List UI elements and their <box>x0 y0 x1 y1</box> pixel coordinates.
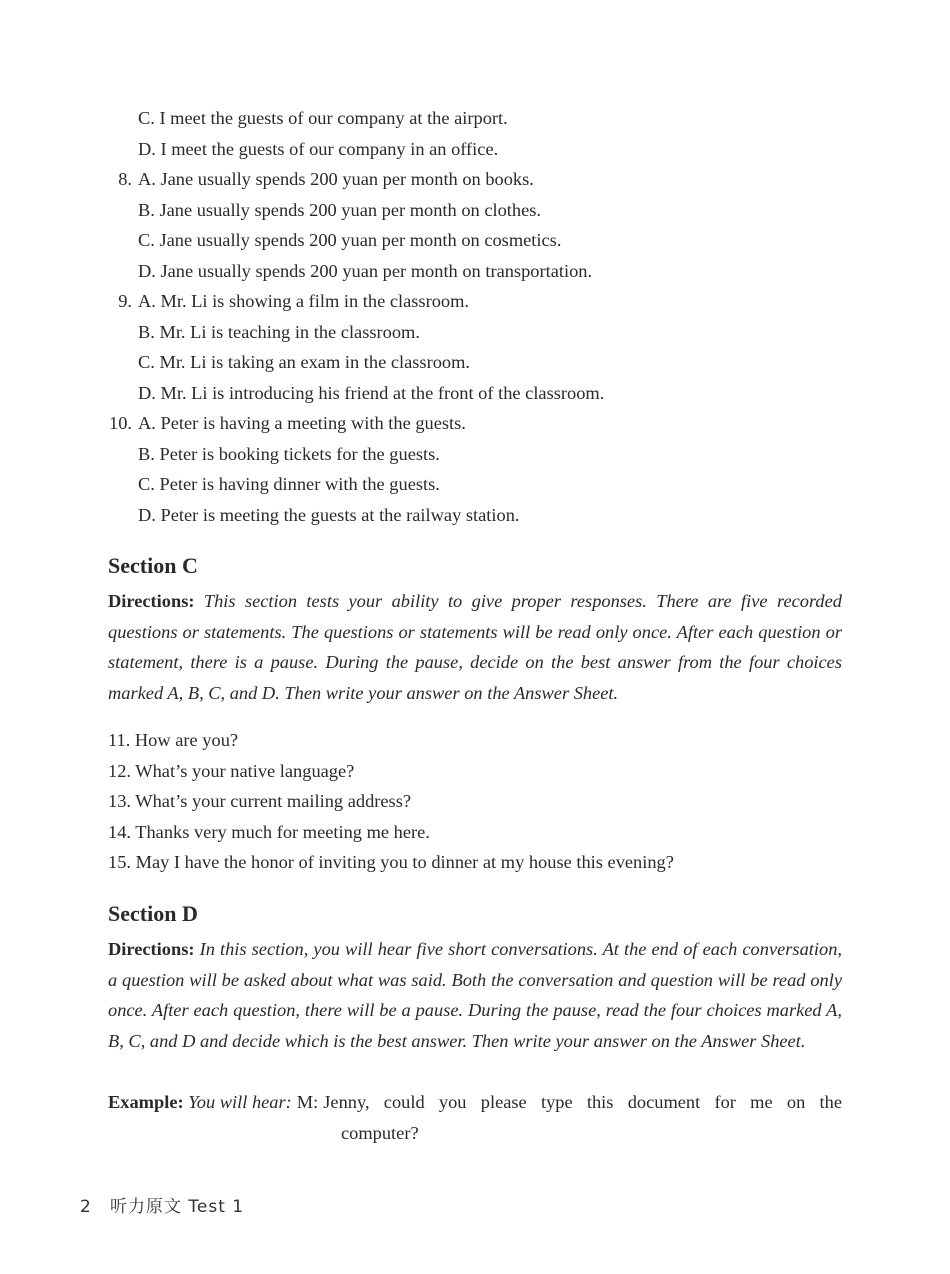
section-d-directions <box>108 934 842 1056</box>
example-line-1: Jenny, could you please type this document for me on the <box>323 1092 842 1112</box>
example-speaker: M: <box>296 1092 319 1112</box>
question-item: 13. What’s your current mailing address? <box>108 791 412 811</box>
question-item: 15. May I have the honor of inviting you to dinner at my house this evening? <box>108 852 674 872</box>
option-text: D. Mr. Li is introducing his friend at the front of the classroom. <box>138 382 605 403</box>
question-item: 14. Thanks very much for meeting me here. <box>108 821 430 842</box>
option-row <box>0 408 950 439</box>
question-number: 10. <box>109 413 132 433</box>
option-text: C. Mr. Li is taking an exam in the classroom. <box>138 352 471 372</box>
option-row <box>0 256 950 287</box>
directions-text: This section tests your ability to give proper responses. There are five recorded questions or statements. The questions or statements will be read only once. After each question or statement, there is a pause. During the pause, decide on the best answer from the four choices marked A, B, C, and D. Then write your answer on the Answer Sheet. <box>108 591 842 703</box>
option-row <box>0 378 950 409</box>
answer-options-list <box>0 103 950 530</box>
section-c-questions <box>108 725 842 878</box>
section-c-directions <box>108 586 842 708</box>
option-row <box>0 103 950 134</box>
section-c-heading: Section C <box>108 553 198 578</box>
option-row <box>0 195 950 226</box>
directions-label: Directions: <box>108 939 195 959</box>
option-row <box>0 164 950 195</box>
page-number: 2 <box>80 1197 91 1217</box>
page-footer <box>80 1192 244 1217</box>
option-text: A. Peter is having a meeting with the guests. <box>138 413 466 433</box>
option-row <box>0 469 950 500</box>
section-d-heading: Section D <box>108 901 198 926</box>
option-row <box>0 286 950 317</box>
option-row <box>0 500 950 531</box>
option-text: D. I meet the guests of our company in an office. <box>138 138 499 159</box>
directions-text: In this section, you will hear five short conversations. At the end of each conversation, a question will be asked about what was said. Both the conversation and question will be read only once. After each question, there will be a pause. During the pause, read the four choices marked A, B, C, and D and decide which is the best answer. Then write your answer on the Answer Sheet. <box>108 939 842 1051</box>
option-text: A. Jane usually spends 200 yuan per month on books. <box>138 169 534 189</box>
option-text: B. Peter is booking tickets for the guests. <box>138 443 440 464</box>
example-label: Example: <box>108 1092 184 1112</box>
question-number: 9. <box>118 291 132 311</box>
option-text: D. Peter is meeting the guests at the railway station. <box>138 504 520 525</box>
example-hear-label: You will hear: <box>188 1092 292 1112</box>
option-row <box>0 347 950 378</box>
directions-label: Directions: <box>108 591 195 611</box>
option-text: C. Peter is having dinner with the guests. <box>138 474 440 494</box>
question-number: 8. <box>118 169 132 189</box>
option-text: C. Jane usually spends 200 yuan per month on cosmetics. <box>138 230 562 250</box>
example-line-2: computer? <box>341 1122 419 1143</box>
option-text: B. Mr. Li is teaching in the classroom. <box>138 321 420 342</box>
option-text: A. Mr. Li is showing a film in the classroom. <box>138 291 470 311</box>
option-text: D. Jane usually spends 200 yuan per month on transportation. <box>138 260 593 281</box>
option-row <box>0 439 950 470</box>
question-item: 11. How are you? <box>108 730 239 750</box>
footer-title: 听力原文 Test 1 <box>110 1197 245 1217</box>
question-item: 12. What’s your native language? <box>108 760 355 781</box>
example-block <box>108 1087 842 1148</box>
option-row <box>0 225 950 256</box>
option-text: C. I meet the guests of our company at the airport. <box>138 108 508 128</box>
option-row <box>0 317 950 348</box>
option-text: B. Jane usually spends 200 yuan per month on clothes. <box>138 199 542 220</box>
option-row <box>0 134 950 165</box>
